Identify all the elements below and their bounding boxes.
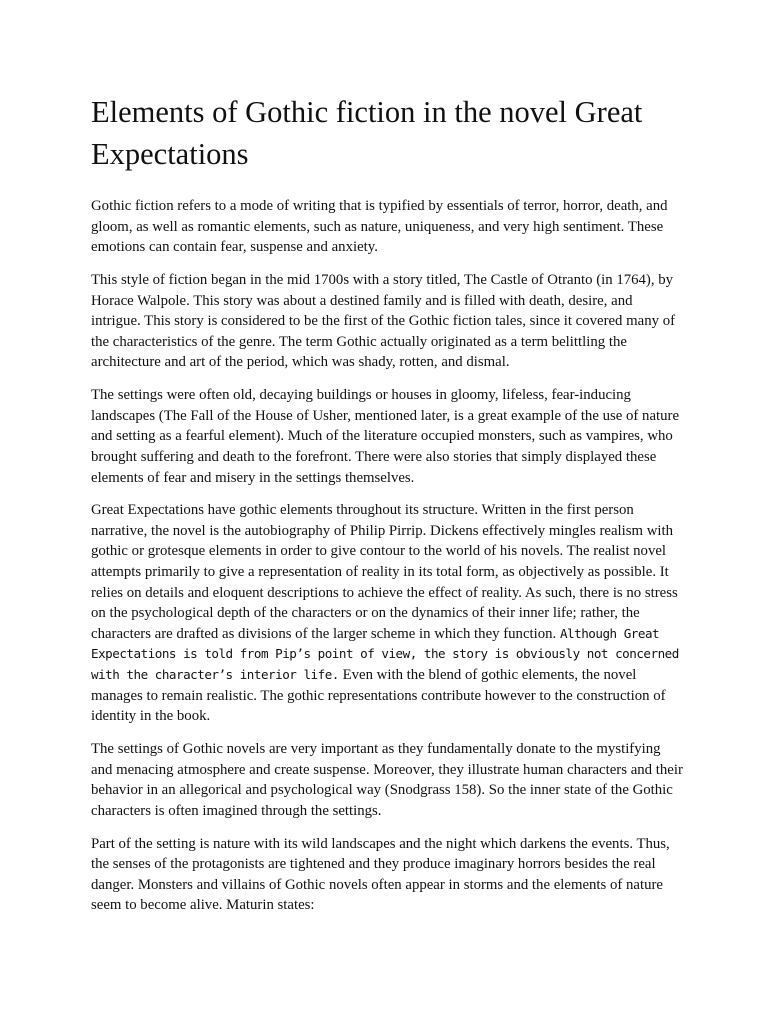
paragraph-settings-importance: The settings of Gothic novels are very important as they fundamentally donate to the mystifying and menacing atmosphere and create suspense. Moreover, they illustrate human characters and their behavior in an allegorical and psychological way (Snodgrass 158). So the inner state of the Gothic characters is often imagined through the settings. xyxy=(91,741,683,819)
document-title: Elements of Gothic fiction in the novel Great Expectations xyxy=(91,95,643,171)
paragraph-otranto-origin: This style of fiction began in the mid 1700s with a story titled, The Castle of Otranto (in 1764), by Horace Walpole. This story was about a destined family and is filled with death, desire, and intrigue. This story is considered to be the first of the Gothic fiction tales, since it covered many of the characteristics of the genre. The term Gothic actually originated as a term belittling the architecture and art of the period, which was shady, rotten, and dismal. xyxy=(91,271,676,371)
paragraph-great-expectations-part3: Even with the blend of gothic elements, the novel manages to remain realistic. The gothic representations contribute however to the construction of identity in the book. xyxy=(91,667,666,725)
paragraph-great-expectations-part2: Although Great Expectations is told from Pip’s point of view, the story is obviously not concerned with the character’s interior life. xyxy=(91,625,679,683)
paragraph-nature-setting: Part of the setting is nature with its wild landscapes and the night which darkens the events. Thus, the senses of the protagonists are tightened and they produce imaginary horrors besides the real danger. Monsters and villains of Gothic novels often appear in storms and the elements of nature seem to become alive. Maturin states: xyxy=(91,835,670,914)
paragraph-settings-old-buildings: The settings were often old, decaying buildings or houses in gloomy, lifeless, fear-inducing landscapes (The Fall of the House of Usher, mentioned later, is a great example of the use of nature and setting as a fearful element). Much of the literature occupied monsters, such as vampires, who brought suffering and death to the forefront. There were also stories that simply displayed these elements of fear and misery in the settings themselves. xyxy=(91,387,680,486)
paragraph-great-expectations xyxy=(91,500,685,727)
paragraph-gothic-definition: Gothic fiction refers to a mode of writing that is typified by essentials of terror, horror, death, and gloom, as well as romantic elements, such as nature, uniqueness, and very high sentiment. These emotions can contain fear, suspense and anxiety. xyxy=(91,198,668,256)
document-page xyxy=(91,91,685,928)
paragraph-great-expectations-part1: Great Expectations have gothic elements throughout its structure. Written in the first person narrative, the novel is the autobiography of Philip Pirrip. Dickens effectively mingles realism with gothic or grotesque elements in order to give contour to the world of his novels. The realist novel attempts primarily to give a representation of reality in its total form, as objectively as possible. It relies on details and eloquent descriptions to achieve the effect of reality. As such, there is no stress on the psychological depth of the characters or on the dynamics of their inner life; rather, the characters are drafted as divisions of the larger scheme in which they function. xyxy=(91,502,678,642)
